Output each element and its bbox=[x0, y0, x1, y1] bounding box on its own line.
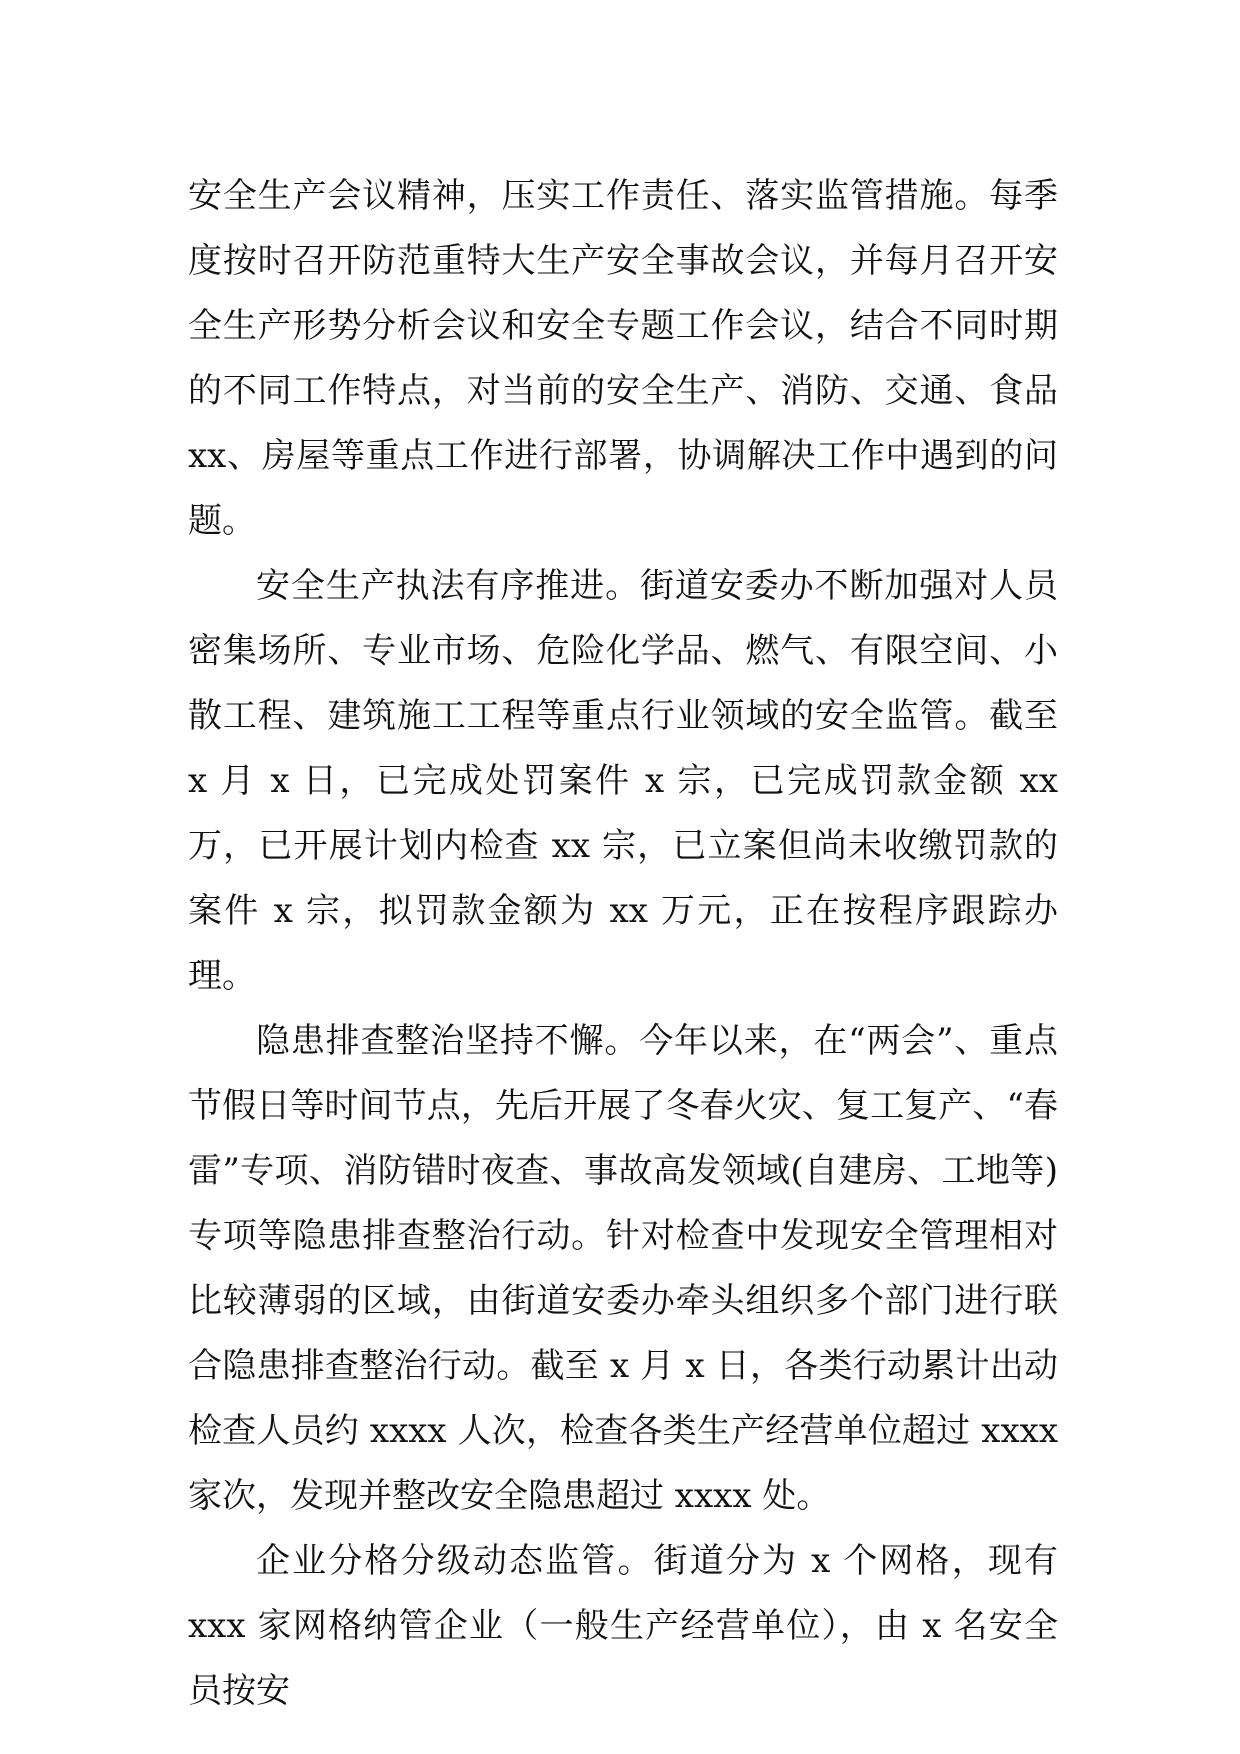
body-text bbox=[188, 164, 1058, 1724]
paragraph-meeting-spirit: 安全生产会议精神，压实工作责任、落实监管措施。每季度按时召开防范重特大生产安全事故会议，并每月召开安全生产形势分析会议和安全专题工作会议，结合不同时期的不同工作特点，对当前的安全生产、消防、交通、食品xx、房屋等重点工作进行部署，协调解决工作中遇到的问题。 bbox=[188, 176, 1058, 541]
paragraph-grid-supervision: 企业分格分级动态监管。街道分为 x 个网格，现有 xxx 家网格纳管企业（一般生产经营单位），由 x 名安全员按安 bbox=[188, 1541, 1058, 1711]
paragraph-hazard-inspection: 隐患排查整治坚持不懈。今年以来，在“两会”、重点节假日等时间节点，先后开展了冬春火灾、复工复产、“春雷”专项、消防错时夜查、事故高发领域(自建房、工地等)专项等隐患排查整治行动。针对检查中发现安全管理相对比较薄弱的区域，由街道安委办牵头组织多个部门进行联合隐患排查整治行动。截至 x 月 x 日，各类行动累计出动检查人员约 xxxx 人次，检查各类生产经营单位超过 xxxx 家次，发现并整改安全隐患超过 xxxx 处。 bbox=[188, 1021, 1058, 1516]
paragraph-law-enforcement: 安全生产执法有序推进。街道安委办不断加强对人员密集场所、专业市场、危险化学品、燃气、有限空间、小散工程、建筑施工工程等重点行业领域的安全监管。截至 x 月 x 日，已完成处罚案件 x 宗，已完成罚款金额 xx 万，已开展计划内检查 xx 宗，已立案但尚未收缴罚款的案件 x 宗，拟罚款金额为 xx 万元，正在按程序跟踪办理。 bbox=[188, 566, 1058, 996]
